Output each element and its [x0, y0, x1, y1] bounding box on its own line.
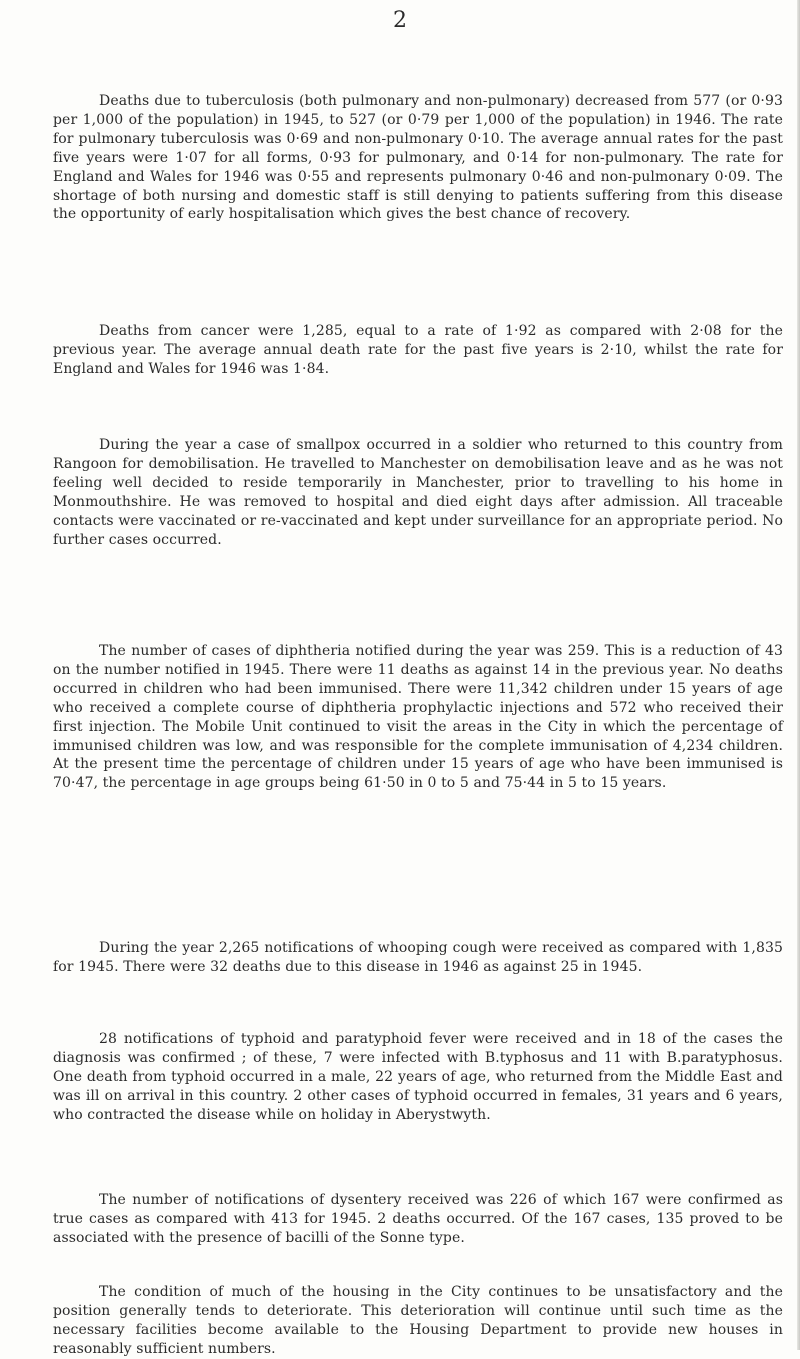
page-number: 2 — [393, 8, 407, 33]
paragraph-whooping-cough: During the year 2,265 notifications of whooping cough were received as compared with 1,835 for 1945. There were 32 deaths due to this disease in 1946 as against 25 in 1945. — [53, 940, 783, 975]
paragraph-dysentery: The number of notifications of dysentery received was 226 of which 167 were confirmed as true cases as compared with 413 for 1945. 2 deaths occurred. Of the 167 cases, 135 proved to be associated with the presence of bacilli of the Sonne type. — [53, 1192, 783, 1246]
paragraph-diphtheria: The number of cases of diphtheria notified during the year was 259. This is a reduction of 43 on the number notified in 1945. There were 11 deaths as against 14 in the previous year. No deaths occurred in children who had been immunised. There were 11,342 children under 15 years of age who received a complete course of diphtheria prophylactic injections and 572 who received their first injection. The Mobile Unit continued to visit the areas in the City in which the percentage of immunised children was low, and was responsible for the complete immunisation of 4,234 children. At the present time the percentage of children under 15 years of age who have been immunised is 70·47, the percentage in age groups being 61·50 in 0 to 5 and 75·44 in 5 to 15 years. — [53, 643, 783, 792]
paragraph-smallpox: During the year a case of smallpox occurred in a soldier who returned to this country from Rangoon for demobilisation. He travelled to Manchester on demobilisation leave and as he was not feeling well decided to reside temporarily in Manchester, prior to travelling to his home in Monmouthshire. He was removed to hospital and died eight days after admission. All traceable contacts were vaccinated or re-vaccinated and kept under surveillance for an appropriate period. No further cases occurred. — [53, 437, 783, 548]
paragraph-cancer: Deaths from cancer were 1,285, equal to a rate of 1·92 as compared with 2·08 for the previous year. The average annual death rate for the past five years is 2·10, whilst the rate for England and Wales for 1946 was 1·84. — [53, 323, 783, 377]
paragraph-housing: The condition of much of the housing in the City continues to be unsatisfactory and the position generally tends to deteriorate. This deterioration will continue until such time as the necessary facilities become available to the Housing Department to provide new houses in reasonably sufficient numbers. — [53, 1284, 783, 1357]
paragraph-tuberculosis: Deaths due to tuberculosis (both pulmonary and non-pulmonary) decreased from 577 (or 0·93 per 1,000 of the population) in 1945, to 527 (or 0·79 per 1,000 of the population) in 1946. The rate for pulmonary tuberculosis was 0·69 and non-pulmonary 0·10. The average annual rates for the past five years were 1·07 for all forms, 0·93 for pulmonary, and 0·14 for non-pulmonary. The rate for England and Wales for 1946 was 0·55 and represents pulmonary 0·46 and non-pulmonary 0·09. The shortage of both nursing and domestic staff is still denying to patients suffering from this disease the opportunity of early hospitalisation which gives the best chance of recovery. — [53, 93, 783, 223]
paragraph-typhoid: 28 notifications of typhoid and paratyphoid fever were received and in 18 of the cases the diagnosis was confirmed ; of these, 7 were infected with B.typhosus and 11 with B.paratyphosus. One death from typhoid occurred in a male, 22 years of age, who returned from the Middle East and was ill on arrival in this country. 2 other cases of typhoid occurred in females, 31 years and 6 years, who contracted the disease while on holiday in Aberystwyth. — [53, 1031, 783, 1123]
